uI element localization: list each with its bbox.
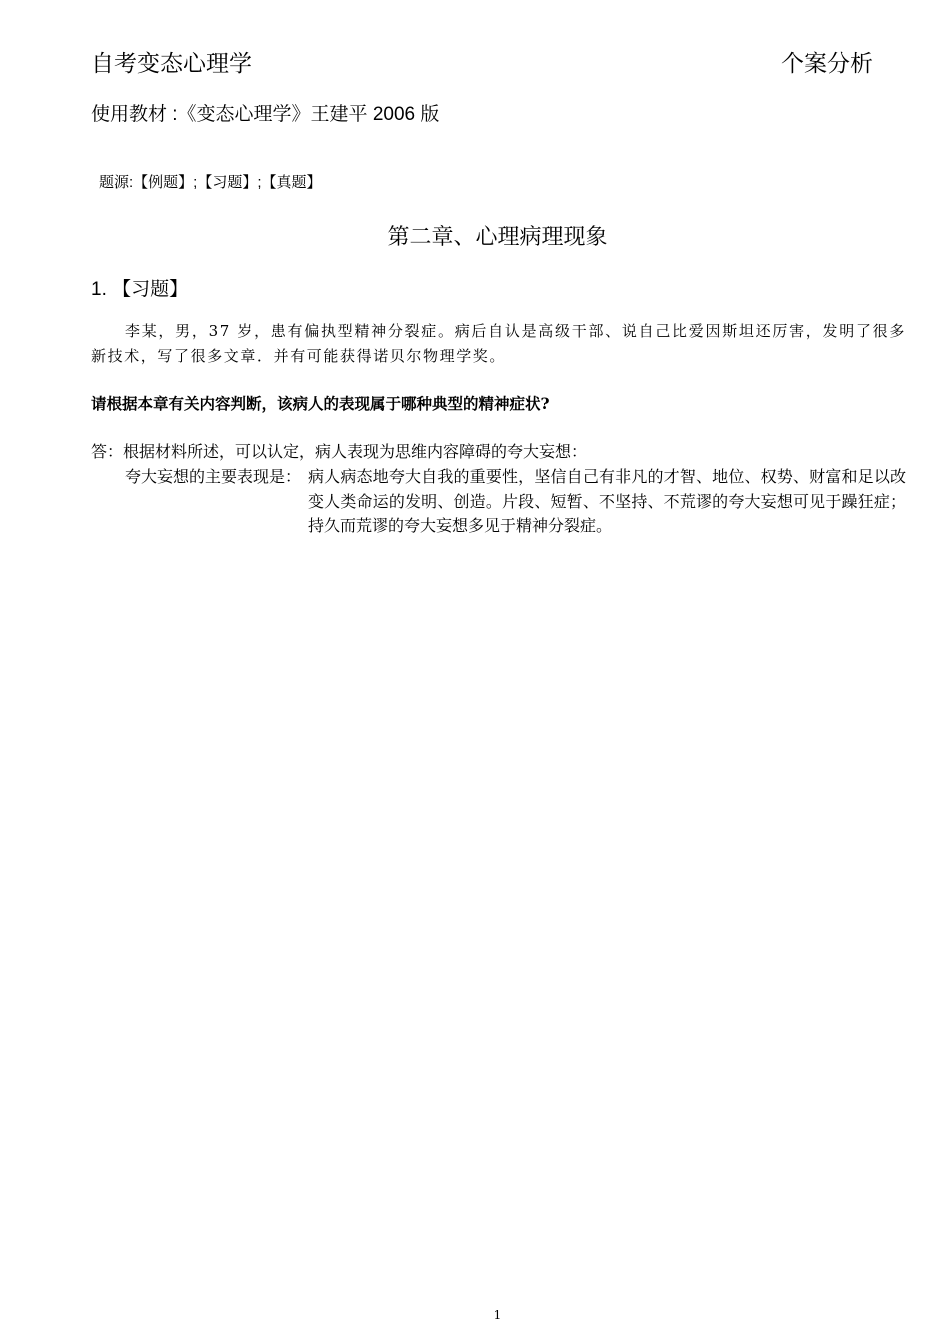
definition-body: 病人病态地夸大自我的重要性，坚信自己有非凡的才智、地位、权势、财富和足以改变人类命运的发明、创造。片段、短暂、不坚持、不荒谬的夸大妄想可见于躁狂症；持久而荒谬的夸大妄想多见于精神分裂症。 xyxy=(308,469,906,535)
answer-intro: 答：根据材料所述，可以认定，病人表现为思维内容障碍的夸大妄想： xyxy=(91,444,588,461)
question-number: 1. 【习题】 xyxy=(91,279,189,300)
page-number: 1 xyxy=(493,1308,502,1322)
textbook-info: 使用教材 :《变态心理学》王建平 2006 版 xyxy=(91,104,440,125)
question-source: 题源:【例题】;【习题】;【真题】 xyxy=(99,174,322,191)
definition-label: 夸大妄想的主要表现是： xyxy=(125,469,302,486)
header-section-title: 个案分析 xyxy=(781,50,873,76)
question-prompt: 请根据本章有关内容判断，该病人的表现属于哪种典型的精神症状? xyxy=(91,394,550,413)
chapter-title: 第二章、心理病理现象 xyxy=(387,224,608,249)
case-description: 李某，男，37 岁，患有偏执型精神分裂症。病后自认是高级干部、说自己比爱因斯坦还厉害，发明了很多新技术，写了很多文章．并有可能获得诺贝尔物理学奖。 xyxy=(91,322,906,365)
header-course-title: 自考变态心理学 xyxy=(91,50,252,76)
